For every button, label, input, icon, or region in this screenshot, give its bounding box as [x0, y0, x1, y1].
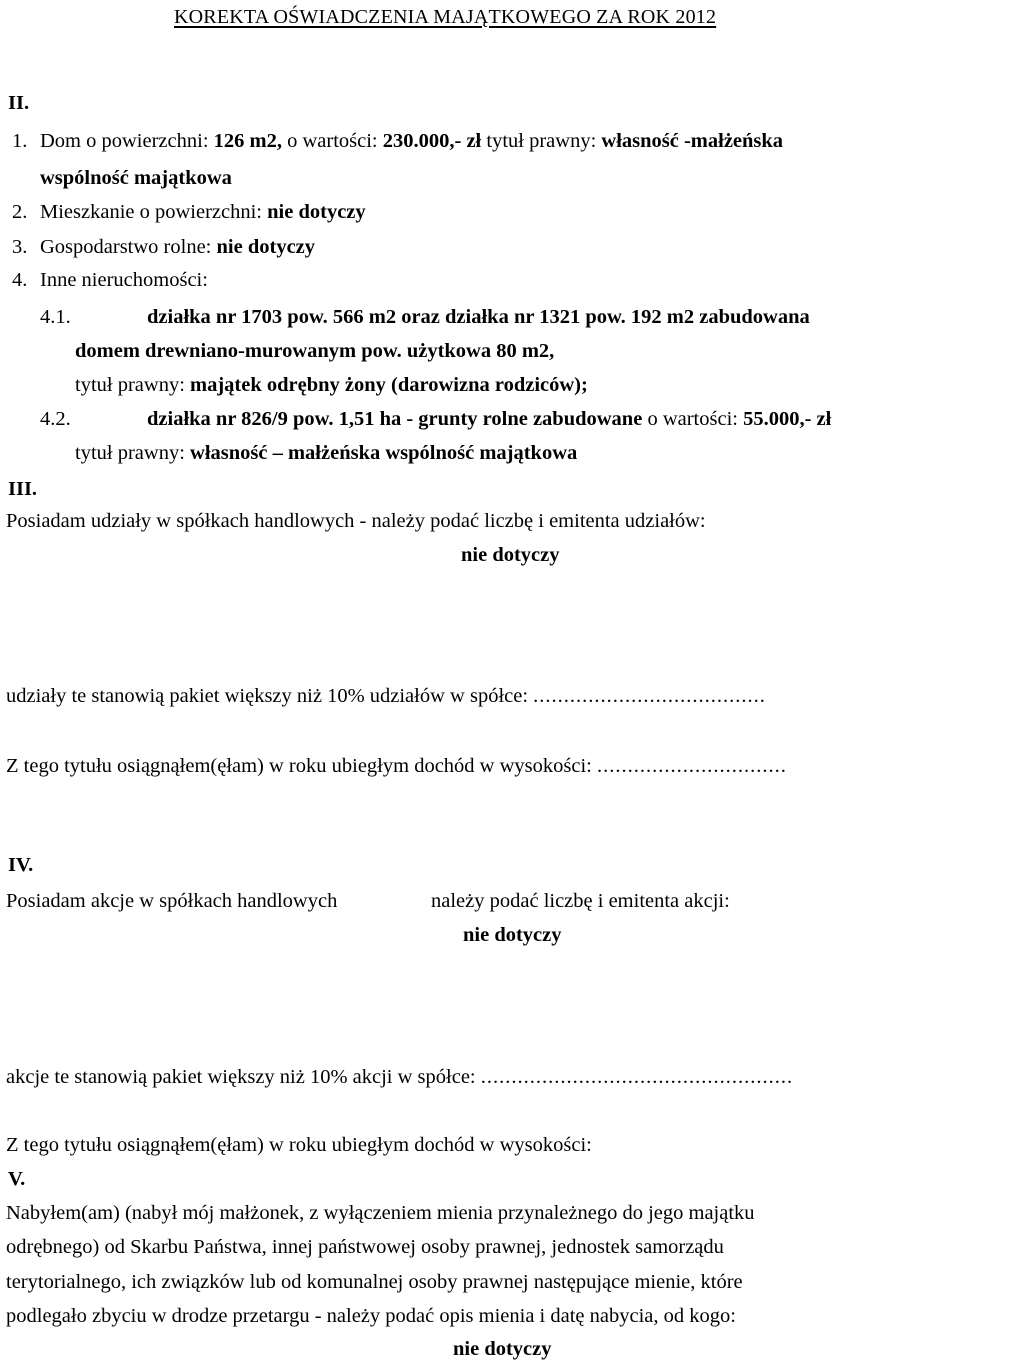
section-3-text: Posiadam udziały w spółkach handlowych - należy podać liczbę i emitenta udziałów: [6, 510, 706, 532]
item-4-number: 4. [12, 269, 28, 291]
item-4-1-title-value: majątek odrębny żony (darowizna rodziców); [190, 374, 588, 396]
item-4-2-value: 55.000,- zł [743, 408, 832, 430]
item-3-number: 3. [12, 236, 28, 258]
section-3-dochod-line [6, 756, 787, 777]
section-4-heading: IV. [8, 854, 34, 876]
page-title: KOREKTA OŚWIADCZENIA MAJĄTKOWEGO ZA ROK 2012 [174, 6, 717, 28]
section-3-answer: nie dotyczy [461, 544, 560, 566]
item-3-label: Gospodarstwo rolne: [40, 236, 212, 258]
item-1-title-value: własność -małżeńska [601, 130, 784, 152]
section-5-line-1: Nabyłem(am) (nabył mój małżonek, z wyłączeniem mienia przynależnego do jego majątku [6, 1202, 755, 1224]
item-4-2-desc: działka nr 826/9 pow. 1,51 ha - grunty rolne zabudowane [147, 408, 643, 430]
section-3-pakiet-line [6, 686, 766, 707]
section-5-line-4: podlegało zbyciu w drodze przetargu - należy podać opis mienia i datę nabycia, od kogo: [6, 1305, 736, 1327]
item-4-2-title [75, 443, 577, 464]
item-1-mid: o wartości: [287, 130, 378, 152]
item-4-1-line-1: działka nr 1703 pow. 566 m2 oraz działka nr 1321 pow. 192 m2 zabudowana [147, 306, 810, 328]
item-4-2-title-value: własność – małżeńska wspólność majątkowa [190, 442, 578, 464]
section-2-heading: II. [8, 92, 30, 114]
item-4-2-line-1 [147, 409, 831, 430]
item-4-1-title-label: tytuł prawny: [75, 374, 185, 396]
item-1-area: 126 m2, [213, 130, 282, 152]
item-3-line [40, 237, 315, 258]
section-4-text-b: należy podać liczbę i emitenta akcji: [431, 890, 730, 912]
item-3-value: nie dotyczy [216, 236, 316, 258]
section-5-line-3: terytorialnego, ich związków lub od komunalnej osoby prawnej następujące mienie, które [6, 1271, 743, 1293]
item-4-1-line-2: domem drewniano-murowanym pow. użytkowa 80 m2, [75, 340, 555, 362]
item-4-2-mid: o wartości: [647, 408, 738, 430]
section-4-pakiet-dots: ................................................... [480, 1066, 794, 1088]
item-2-value: nie dotyczy [267, 201, 366, 223]
item-1-title-value-cont: wspólność majątkowa [40, 167, 232, 189]
item-4-1-title [75, 375, 588, 396]
section-3-pakiet: udziały te stanowią pakiet większy niż 10% udziałów w spółce: [6, 685, 529, 707]
item-4-2-title-label: tytuł prawny: [75, 442, 185, 464]
item-1-pre: Dom o powierzchni: [40, 130, 209, 152]
section-4-pakiet: akcje te stanowią pakiet większy niż 10% akcji w spółce: [6, 1066, 476, 1088]
section-3-dochod: Z tego tytułu osiągnąłem(ęłam) w roku ubiegłym dochód w wysokości: [6, 755, 592, 777]
section-3-pakiet-dots: ...................................... [533, 685, 766, 707]
item-4-label: Inne nieruchomości: [40, 269, 208, 291]
section-5-heading: V. [8, 1168, 26, 1190]
item-2-label: Mieszkanie o powierzchni: [40, 201, 263, 223]
item-2-line [40, 202, 366, 223]
section-5-answer: nie dotyczy [453, 1338, 552, 1360]
item-1-title-label: tytuł prawny: [486, 130, 597, 152]
section-3-heading: III. [8, 478, 38, 500]
item-1-value: 230.000,- zł [382, 130, 482, 152]
item-4-2-number: 4.2. [40, 408, 71, 430]
section-4-text-a: Posiadam akcje w spółkach handlowych [6, 890, 338, 912]
item-1-number: 1. [12, 130, 28, 152]
section-4-dochod: Z tego tytułu osiągnąłem(ęłam) w roku ubiegłym dochód w wysokości: [6, 1134, 592, 1156]
section-3-dochod-dots: ............................... [596, 755, 787, 777]
item-2-number: 2. [12, 201, 28, 223]
item-4-1-number: 4.1. [40, 306, 71, 328]
section-4-answer: nie dotyczy [463, 924, 562, 946]
item-1-line [40, 131, 783, 152]
section-4-pakiet-line [6, 1067, 793, 1088]
section-5-line-2: odrębnego) od Skarbu Państwa, innej państwowej osoby prawnej, jednostek samorządu [6, 1236, 724, 1258]
